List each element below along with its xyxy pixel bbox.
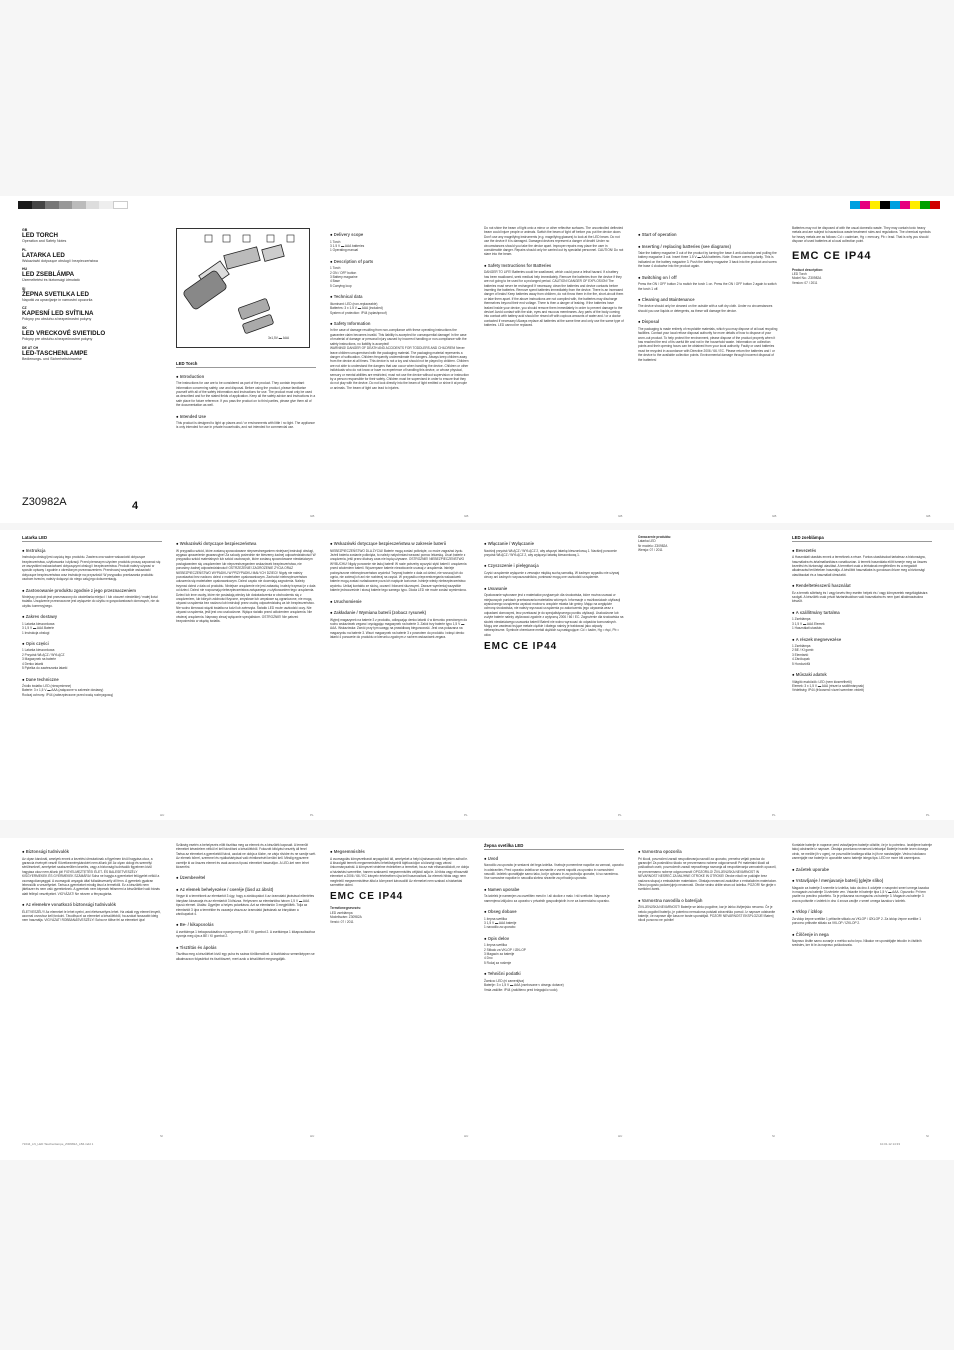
- country-flags: GB: [22, 228, 28, 232]
- column-5: [638, 535, 778, 815]
- sections: [22, 548, 162, 698]
- column-5: [638, 226, 778, 516]
- page-number: HU: [310, 1134, 315, 1138]
- sheet-3: [0, 838, 954, 1160]
- section-text: Opakowanie wykonane jest z materiałów przyjaznych dla środowiska, które można usuwać w miejscowych punktach przetwarzania materiałów wtórnych. Informacje o możliwościach utylizacji wysłużonego urządzenia uzyskać można w urzędzie miasta lub gminy. Mając na względzie ochronę środowiska, nie należy wyrzucać urządzenia po zakończeniu jego używania wraz z odpadami domowymi, lecz przekazać je do specjalistycznego punktu utylizacji. Uszkodzone lub zużyte baterie należy utylizować zgodnie z wytyczną 2006 / 66 / EC. Zagrożenie dla środowiska na skutek niewłaściwego usuwania baterii! Baterii nie wolno wyrzucać do odpadów komunalnych. Mogą one zawierać trujące metale ciężkie i dlatego należy je traktować jako odpady niebezpieczne. Symbole chemiczne metali ciężkich są następujące: Cd = kadm, Hg = rtęć, Pb = ołów.: [484, 593, 624, 637]
- section-heading: ● Wskazówki dotyczące bezpieczeństwa w zakresie baterii: [330, 541, 470, 547]
- column-3: [330, 535, 470, 815]
- product-entry: [22, 306, 167, 322]
- section-heading: ● Megsemmisítés: [330, 849, 470, 855]
- section-text: Žarnica: LED (ni zamenljiva) Baterije: 3 x 1,5 V ▬ AAA (vsebovane v obsegu dobave) Vrsta zaščite: IP44 (zaščiteno pred brizgajočo vodo): [484, 978, 564, 992]
- page-number: HU: [160, 813, 165, 817]
- section-heading: ● Start of operation: [638, 232, 778, 238]
- column-4: [484, 535, 624, 815]
- print-footer-left: 71644_LN_LED Taschenlampe_Z30982A_LB4.indd 1: [22, 1142, 94, 1146]
- section-text: Magacin za baterije 3 snemite iz izdelka, tako da dno 4 odvijete v nasprotni smeri urnega kazalca in magacin za baterije 3 izvlečete ven. Vstavite tri baterije tipa 1,5 V ▬ AAA. Opozorilo: Pri tem pazite na pravilno polariteto. Ta je prikazana na magacinu za baterije 3. Magacin za baterije 3 znova potisnite v izdelek in dno 4 znova zavijte v smeri urnega kazalca v izdelek.: [792, 885, 929, 903]
- section-heading: ● Safety Instructions for Batteries: [484, 263, 624, 269]
- section-text: This product is designed to light up places and / or environments with little / no light. The appliance is only intended for use in private households, and not intended for commercial use.: [176, 421, 315, 430]
- page-number: GB: [772, 514, 777, 518]
- product-subtitle: Pokyny pre obsluhu a bezpečnostné pokyny: [22, 336, 93, 341]
- section-text: Press the ON / OFF button 2 to switch the torch 1 on. Press the ON / OFF button 2 again to switch the torch 1 off.: [638, 282, 777, 291]
- section-text: 1 Torch 2 ON / OFF button 3 Battery magazine 4 Base 5 Carrying loop: [330, 266, 358, 288]
- page-number: HU: [464, 1134, 469, 1138]
- section-heading: ● Vstavljanje / menjavanje baterij (glejte sliko): [792, 878, 932, 884]
- column-6: [792, 226, 932, 516]
- page-number: GB: [464, 514, 469, 518]
- section-heading: ● Obseg dobave: [484, 909, 624, 915]
- product-subtitle: Üzemeltetési és biztonsági útmutató: [22, 278, 80, 283]
- section-text: Instrukcja obsługi jest częścią tego produktu. Zawiera ona ważne wskazówki dotyczące bezpieczeństwa, użytkowania i utylizacji. Przed pierwszym użyciem produktu proszę zapoznać się ze wszystkimi wskazówkami dotyczącymi obsługi i bezpieczeństwa. Produkt należy używać w sposób opisany i zgodnie z określonym przeznaczeniem. Przechowuj wszystkie wskazówki dotyczące bezpieczeństwa oraz instrukcje na przyszłość! W przypadku przekazania produktu osobom trzecim, należy dołączyć do niego całą jego dokumentację.: [22, 555, 161, 582]
- product-title: KAPESNÍ LED SVÍTILNA: [22, 310, 94, 318]
- section-text: Szükség esetén a behelyezés előtt tisztítsa meg az elemek és a készülék kapcsait. A lemerült elemeket késedelem nélkül el kell távolítani a készülékből. Fokozott kifolyási veszély áll fenn! Tartsa az elemeket a gyerekektől távol, azokat ne dobja a tűzbe, ne zárja rövidre és ne szedje szét. Az elemek bőrrel, szemmel és nyálkahártyával való érintkezését kerülni kell. Mindig egyszerre cserélje ki az összes elemet és csak azonos típusú elemeket használjon. A LED-ket nem lehet kicserélni.: [176, 843, 316, 870]
- product-description-heading: Product description:: [792, 267, 824, 272]
- section-heading: ● Zakładanie / Wymiana baterii (zobacz rysunek): [330, 610, 470, 616]
- certification-marks: EMC CE IP44: [792, 249, 872, 262]
- section-text: Ez a termék sötétség és / vagy kevés fény esetén helyek és / vagy környezetek megvilágítására szolgál. A készülék csak privát háztartásokban való használatra és nem ipari alkalmazásokra készült.: [792, 590, 928, 604]
- section-heading: ● Opis części: [22, 641, 162, 647]
- page-number: PL: [926, 813, 930, 817]
- page-number: PL: [772, 813, 776, 817]
- section-heading: ● Safety Information: [330, 321, 470, 327]
- product-title: LED-TASCHENLAMPE: [22, 349, 88, 357]
- product-entry: [22, 346, 167, 362]
- section-heading: ● Műszaki adatok: [792, 672, 932, 678]
- section-heading: ● Namen uporabe: [484, 887, 624, 893]
- sections: [484, 541, 624, 637]
- section-text: W przypadku szkód, które zostaną spowodowane nieprzestrzeganiem niniejszej instrukcji obsługi, wygasa uprawnienie gwarancyjne! Za szkody pośrednie nie bierzemy żadnej odpowiedzialności! W przypadku szkód materialnych lub szkód osobowych, które zostaną spowodowane niewłaściwym posługiwaniem się urządzeniem lub nieprzestrzeganiem wskazówek bezpieczeństwa, nie ponosimy żadnej odpowiedzialności! OSTRZEŻENIE! ZAGROŻENIE ŻYCIA ORAZ NIEBEZPIECZEŃSTWO WYPADKU W PRZYPADKU MAŁYCH DZIECI! Nigdy nie należy pozostawiać bez nadzoru dzieci z materiałem opakowaniowym. Zachodzi niebezpieczeństwo uduszenia się materiałem opakowaniowym. Dzieci często nie doceniają zagrożenia. Należy trzymać dzieci z dala od produktu. Niniejsze urządzenie nie jest zabawką i należy trzymać je z dala od dzieci. Dzieci nie rozpoznają niebezpieczeństwa związanego z użytkowaniem tego urządzenia. Dzieci lub inne osoby, które nie posiadają wiedzy lub doświadczenia w obchodzeniu się z urządzeniem, lub których zdolności fizyczne, zmysłowe lub umysłowe są ograniczone, nie mogą używać urządzenia bez nadzoru lub instrukcji przez osobę odpowiedzialną za ich bezpieczeństwo. Nie wolno kierować wiązki światła na ludzi lub zwierzęta. Światło LED może uszkodzić oczy. Nie używać urządzenia, jeśli jest ono uszkodzone. Wyłącz światło przed odłożeniem urządzenia. Nie otwieraj urządzenia. Naprawy zlecaj wyłącznie specjalistom. OSTROŻNIE! Nie patrzeć bezpośrednio w wiązkę światła.: [176, 548, 316, 623]
- section-text: 1 Latarka kieszonkowa 3 1,5 V ▬ AAA Baterie 1 Instrukcja obsługi: [22, 621, 55, 635]
- section-heading: ● Description of parts: [330, 259, 470, 265]
- section-heading: ● Intended Use: [176, 414, 316, 420]
- section-text: Wyjmij magazynek na baterie 3 z produktu, odkręcając denko latarki 4 w kierunku przeciwnym do ruchu wskazówek zegara i wyciągając magazynek na baterie 3. Załóż trzy baterie typu 1,5 V ▬ AAA. Wskazówka: Zwróć przy tym uwagę na prawidłową biegunowość. Jest ona pokazana na magazynku na baterie 3. Wsuń magazynek na baterie 3 z powrotem do produktu i wkręć denko latarki 4 ponownie do produktu w kierunku zgodnym z ruchem wskazówek zegara.: [330, 617, 468, 640]
- cover-column: [22, 228, 167, 518]
- section-text: The packaging is made entirely of recyclable materials, which you may dispose of at local recycling facilities. Contact your local refuse disposal authority for more details of how to dispose of your worn-out product. To help protect the environment, please dispose of the product properly when it has reached the end of its useful life and not in the household waste. Information on collection points and their opening hours can be obtained from your local authority. Faulty or used batteries must be recycled in accordance with Directive 2006 / 66 / EC. Please return the batteries and / or the device to the available collection points. Environmental damage through incorrect disposal of the batteries!: [638, 326, 778, 362]
- country-flags: DE AT CH: [22, 345, 39, 350]
- page-number: GB: [618, 514, 623, 518]
- section-text: ŽIVLJENJSKA NEVARNOST! Baterije se lahko pogoltne, kar je lahko življenjsko nevarno. Če je nekdo pogoltnil baterijo, je potrebno nemudoma poiskati zdravniško pomoč. Iz naprave odstranite baterije, če naprave dlje časa ne boste uporabljali. POZOR! NEVARNOST EKSPLOZIJE! Baterij nikoli ponovno ne polnite!: [638, 905, 776, 923]
- section-text: Do not shine the beam of light onto a mirror or other reflective surfaces. The uncontrolled deflected beam could injure people or animals. Switch the beam of light off before you put the device down. Don't use any magnifying instruments (e.g. magnifying glasses) to look at the LED beam. Do not use the device if it is damaged. Damaged devices represent a danger of death! Under no circumstances should you take the device apart. Improper repairs may place the user in considerable danger. Repairs should only be carried out by specialist personnel. CAUTION! Do not stare into the beam.: [484, 226, 624, 257]
- warning-triangle-icon: [143, 496, 159, 509]
- section-heading: ● Tisztítás és ápolás: [176, 945, 316, 951]
- product-description: LED zseblámpa Modellszám: Z30982A Verzió: 07 / 2011: [330, 910, 362, 924]
- certification-marks: EMC CE IP44: [330, 891, 404, 903]
- column-4: [484, 226, 624, 516]
- section-heading: ● Wskazówki dotyczące bezpieczeństwa: [176, 541, 316, 547]
- section-heading: ● Az elemekre vonatkozó biztonsági tudnivalók: [22, 902, 162, 908]
- section-heading: ● A részek megnevezése: [792, 637, 932, 643]
- section-heading: ● Varnostna opozorila: [638, 849, 778, 855]
- column-6: [792, 535, 932, 815]
- section-heading: ● Czyszczenie i pielęgnacja: [484, 563, 624, 569]
- section-text: Ta izdelek je namenjen za osvetlitev mest in / ali okolice z malo / nič svetlobe. Naprava je namenjena izključno za uporabo v privatnih gospodinjstvih in ne za komercialno uporabo.: [484, 894, 610, 903]
- country-flags: PL: [22, 247, 27, 252]
- product-description-heading: Oznaczenie produktu:: [638, 535, 672, 539]
- country-flags: SK: [22, 325, 27, 330]
- product-description: LED Torch Model No.: Z30982A Version: 07 / 2011: [792, 272, 822, 285]
- section-text: Világító eszközök: LED (nem kicserélhető) Elemek: 3 x 1,5 V ▬ AAA (részei a szállítmánynak) Védettség: IP44 (fröccsenő vízzel szemben védett): [792, 679, 865, 693]
- product-title: LED TORCH: [22, 232, 58, 239]
- section-heading: ● Switching on / off: [638, 275, 778, 281]
- section-text: DANGER TO LIFE! Batteries could be swallowed, which could pose a lethal hazard. If a battery has been swallowed, seek medical help immediately. Remove the batteries from the device if they are not going to be used for a prolonged period. CAUTION! DANGER OF EXPLOSION! The batteries must never be recharged! If necessary, clean the batteries and device contacts before inserting the batteries. Remove spent batteries immediately from the device. There is an increased danger of leaks! Keep batteries away from children, do not throw them in the fire, short-circuit them or take them apart. If the above instructions are not complied with, the batteries may discharge themselves beyond their end voltage. There is then a danger of leaking. If the batteries have leaked inside your device, you should remove them immediately in order to prevent damage to the device! Avoid contact with the skin, eyes and mucous membranes. Any parts of the body coming into contact with battery acid should be rinsed off with copious amounts of water and / or a doctor contacted if necessary! Always replace all batteries at the same time and only use the same type of batteries. LED cannot be replaced.: [484, 270, 624, 328]
- sections: [792, 548, 932, 693]
- country-flags: CZ: [22, 306, 27, 311]
- section-text: ÉLETVESZÉLY! Az elemeket le lehet nyelni, ami életveszélyes lehet. Ha valaki egy elemet lenyelt, azonnal orvoshoz kell fordulni. Távolítsa el az elemeket a készülékből, ha azokat hosszabb ideig nem használja. VIGYÁZAT! ROBBANÁSVESZÉLY! Soha ne töltse fel az elemeket újra!: [22, 909, 161, 923]
- color-bar-left: [18, 201, 128, 209]
- column-4: [484, 843, 624, 1143]
- figure-label: 3x1,5V ▬ AAA: [268, 336, 290, 340]
- section-text: WARNING! DANGER OF DEATH AND ACCIDENTS FOR TODDLERS AND CHILDREN! Never leave children unsupervised with the packaging material. The packaging material represents a danger of suffocation. Children frequently underestimate the dangers. Always keep children away from the device at all times. This device is not a toy and should not be played by children. Children are not able to understand the dangers that can occur when handling the device. Children or other individuals who do not know or have no experience of handling this device, or whose physical, sensory or mental abilities are restricted, must not use the device without supervision or instruction by a person responsible for their safety. Children must be supervised in order to ensure that they do not play with the device. Do not look directly into the beam of light emitted or shine it at people or animals. The beam of light can lead to injuries.: [330, 346, 469, 390]
- intro-sections: [176, 374, 316, 430]
- section-text: Illuminant: LED (non-replaceable) Batteries: 3 x 1.5 V ▬ AAA (included) System of protection: IP44 (splashproof): [330, 301, 387, 315]
- section-heading: ● Az elemek behelyezése / cseréje (lásd az ábrát): [176, 887, 316, 893]
- column-title: Latarka LED: [22, 535, 162, 542]
- section-text: A csomagolás környezetbarát anyagokból áll, amelyeket a helyi újrahasznosító helyeken adhat le. A kiszolgált termék megsemmisítési lehetőségeiről tájékozódjon a községi vagy városi önkormányzatnál. A környezet védelme érdekében a terméket, ha az már elhasználódott, ne dobja a háztartási szemétbe, hanem szakszerű megsemmisítés céljából adja le. A hibás vagy elhasznált elemeket a 2006 / 66 / EC irányelv értelmében újra kell hasznosítani. Az elemek hibás vagy nem megfelelő megsemmisítése által a környezet károsodik! Az elemeket nem szabad a háztartási szemétbe dobni.: [330, 856, 469, 887]
- country-flags: SI: [22, 286, 26, 291]
- section-heading: ● Vklop / izklop: [792, 909, 932, 915]
- battery-disposal-text: Batteries may not be disposed of with the usual domestic waste. They may contain toxic heavy metals and are subject to hazardous waste treatment rules and regulations. The chemical symbols for heavy metals are as follows: Cd = cadmium, Hg = mercury, Pb = lead. That is why you should dispose of used batteries at a local collection point.: [792, 226, 931, 244]
- section-heading: ● Introduction: [176, 374, 316, 380]
- figure-column: [176, 228, 316, 518]
- sections: [484, 856, 624, 992]
- product-title-list: [22, 228, 167, 361]
- column-title: LED Torch: [176, 361, 316, 368]
- page-number: PL: [310, 813, 314, 817]
- column-5: [638, 843, 778, 1143]
- section-text: Vegye ki a terméknek az elemtartót 3 úgy, hogy a zárókupakot 4 az óramutató járásával ellentétes irányban kicsavarja és az elemtartót 3 kihúzza. Helyezzen az elemtartóba három 1,5 V ▬ AAA típusú elemet. Utalás: Ügyeljen a helyes polaritásra. Azt az elemtartón 3 megjelölték. Tolja az elemtartót 3 újra a termékbe és csavarja vissza az óramutató járásának az irányában a zárókupakot 4.: [176, 894, 315, 917]
- section-heading: ● Instrukcja: [22, 548, 162, 554]
- sheet-1: [0, 196, 954, 523]
- section-text: Za vklop žepne svetilke 1 pritisnite stikalo za VKLOP / IZKLOP 2. Za izklop žepne svetilke 1 ponovno pritisnite stikalo za VKLOP / IZKLOP 2.: [792, 916, 922, 926]
- product-description: Latarka LED Nr modelu: Z30982A Wersja: 07 / 2011: [638, 539, 668, 553]
- section-text: 1 Latarka kieszonkowa 2 Przycisk WŁĄCZ / WYŁĄCZ 3 Magazynek na baterie 4 Denko latarki 5 Pętelka do zawieszania latarki: [22, 648, 68, 671]
- section-text: Czyść urządzenie wyłącznie z zewnątrz miękką suchą szmatką. W żadnym wypadku nie używaj cieczy ani żadnych rozpuszczalników, ponieważ mogą one uszkodzić urządzenie.: [484, 570, 620, 580]
- section-heading: ● Cleaning and Maintenance: [638, 297, 778, 303]
- section-text: A Használati utasítás ennek a terméknek a része. Fontos utasításokat tartalmaz a biztonságra, használatra és ártalmatlanításra vonatkozóan. A termék használata előtt ismerje meg az összes kezelési és biztonsági utasítást. A terméket csak a leírtaknak megfelelően és a megadott alkalmazási területeken használja. A későbbi használatra is gondosan őrizze meg a biztonsági utasításokat és a használati útmutatót.: [792, 555, 928, 577]
- section-text: Naciśnij przycisk WŁĄCZ / WYŁĄCZ 2, aby włączyć latarkę kieszonkową 1. Naciśnij ponownie przycisk WŁĄCZ / WYŁĄCZ 2, aby wyłączyć latarkę kieszonkową 1.: [484, 548, 617, 557]
- product-title: LED ZSEBLÁMPA: [22, 271, 75, 279]
- section-text: 1 Torch 3 1.5 V ▬ AAA batteries 1 Operating manual: [330, 239, 365, 253]
- section-heading: ● Zastosowanie produktu zgodnie z jego przeznaczeniem: [22, 588, 162, 594]
- section-heading: ● Varnostna navodila o baterijah: [638, 898, 778, 904]
- section-text: Źródło światła: LED (niewymienne) Baterie: 3 x 1,5 V ▬ AAA (załączone w zakresie dostawy) Rodzaj ochrony: IP44 (zabezpieczone przed wodą rozbryzgową): [22, 684, 114, 697]
- section-text: Az olyan károknál, amelyek ennek a kezelési útmutatónak a figyelmen kívül hagyása okoz, a garancia érvényét veszti! Következménykárokért nem állunk jót! Az olyan dologi és személyi sérüléseknél, amelyeket szakszerűtlen kezelés, vagy a biztonsági tudnivalók figyelmen kívül hagyása okoz nem állunk jót! FIGYELMEZTETÉS! ÉLET- ÉS BALESETVESZÉLY KISGYERMEKEK ÉS GYERMEKEK SZÁMÁRA! Soha ne hagyja a gyerekeket felügyelet nélkül a csomagolóanyaggal. A csomagoló anyagok által fulladásveszély áll fenn. A gyerekek gyakran lebecsülik a veszélyeket. Tartsa a gyerekeket mindig távol a terméktől. Ez a készülék nem játékszer és nem való gyerekeknek. A gyerekek nem képesek felismerni a készülékkel való bánás alatt fellépő veszélyeket. VIGYÁZAT! Ne nézzen a fénysugárba.: [22, 856, 160, 896]
- column-1: [22, 535, 165, 817]
- page-number: HU: [618, 1134, 623, 1138]
- column-1: [22, 843, 162, 1143]
- section-heading: ● Dane techniczne: [22, 677, 162, 683]
- section-text: 1 žepna svetilka 2 Stikalo za VKLOP / IZKLOP 3 Magacin za baterije 4 Dno 5 Ročaj za nošenje: [484, 943, 526, 965]
- sections: [330, 849, 470, 887]
- page-number: SI: [926, 1134, 929, 1138]
- sheet-2: [0, 530, 954, 820]
- product-title: ŽEPNA SVETILKA LED: [22, 290, 89, 298]
- section-heading: ● Uvod: [484, 856, 624, 862]
- color-bar-right: [850, 201, 940, 209]
- section-heading: ● Opis delov: [484, 936, 624, 942]
- page-number: PL: [464, 813, 468, 817]
- section-text: Navodilo za uporabo je sestavni del tega izdelka. Vsebuje pomembne napotke za varnost, uporabo in odstranitev. Pred uporabo izdelka se seznanite z vsemi napotki za uporabo in varnostnimi navodili. Izdelek uporabljajte samo tako, kot je opisano in za področja uporabe, ki so navedena. Vse varnostne napotke in navodila skrbno shranite za prihodnjo uporabo.: [484, 863, 624, 881]
- section-heading: ● Üzembevétel: [176, 875, 316, 881]
- section-text: NIEBEZPIECZEŃSTWO DLA ŻYCIA! Baterie mogą zostać połknięte, co może zagrażać życiu. Jeżeli bateria zostanie połknięta, to należy natychmiast wezwać pomoc lekarską. Usuń baterie z urządzenia, jeśli przez dłuższy czas nie będą używane. OSTROŻNIE! NIEBEZPIECZEŃSTWO WYBUCHU! Nigdy ponownie nie ładuj baterii! W razie potrzeby wyczyść styki baterii i urządzenia przed włożeniem baterii. Wyczerpane baterie niezwłocznie usuwaj z urządzenia. Istnieje podwyższone niebezpieczeństwo wycieku! Trzymaj baterie z dala od dzieci, nie wrzucaj ich do ognia, nie zwieraj ich ani nie rozbieraj na części. W przypadku nieprzestrzegania wskazówek baterie mogą zostać rozładowane poza ich napięcie końcowe. Istnieje wtedy niebezpieczeństwo wycieku. Unikaj kontaktu ze skórą, oczami i błonami śluzowymi. Zawsze wymieniaj wszystkie baterie jednocześnie i stosuj baterie tego samego typu. Dioda LED nie może zostać wymieniona.: [330, 548, 467, 593]
- section-text: The instructions for use are to be considered as part of the product. They contain important information concerning safety, use and disposal. Before using the product, please familiarise yourself with all of the safety information and instructions for use. The product must only be used as described and for the stated fields of application. Keep all the safety advice and instructions in a safe place for future reference. If you pass the product on to third parties, please give them all of the documentation as well.: [176, 381, 316, 408]
- country-flags: HU: [22, 267, 28, 272]
- page-number: GB: [926, 514, 931, 518]
- product-subtitle: Operation and Safety Notes: [22, 239, 67, 243]
- product-subtitle: Bedienungs- und Sicherheitshinweise: [22, 356, 82, 361]
- section-text: Napravo čistite samo zunanje z mehko suho krpo. Nikakor ne uporabljajte tekočin in čistilnih sredstev, ker bi le-ta napravo poškodovala.: [792, 939, 922, 948]
- section-heading: ● A szállítmány tartalma: [792, 610, 932, 616]
- section-heading: ● Technical data: [330, 294, 470, 300]
- section-heading: ● Začetek uporabe: [792, 867, 932, 873]
- column-6: [792, 843, 932, 1143]
- product-subtitle: Wskazówki dotyczące obsługi i bezpieczeństwa: [22, 258, 98, 263]
- section-text: Niniejszy produkt jest przeznaczony do oświetlania miejsc i / lub otoczeń niewielkiej / małej ilości światła. Urządzenie przeznaczone jest wyłącznie do użytku w gospodarstwach domowych, nie do użytku komercyjnego.: [22, 595, 160, 608]
- page-number: GB: [310, 514, 315, 518]
- print-footer-right: 10.01.12 14:33: [880, 1142, 901, 1146]
- section-heading: ● Tehnični podatki: [484, 971, 624, 977]
- section-text: In the case of damage resulting from non-compliance with these operating instructions the guarantee claim becomes invalid. This liability is accepted for consequential damage! In the case of material of damage or personal injury caused by incorrect handling or non-compliance with the safety instructions, no liability is accepted!: [330, 328, 467, 346]
- section-heading: ● Rendeltetésszerű használat: [792, 583, 932, 589]
- page-number: SI: [160, 1134, 163, 1138]
- product-entry: [22, 326, 167, 342]
- product-subtitle: Pokyny pro obsluhu a bezpečnostní pokyny: [22, 317, 92, 322]
- section-heading: ● Čiščenje in nega: [792, 932, 932, 938]
- section-text: A zseblámpa 1 bekapcsolásához nyomja meg a BE / KI gombot 2. A zseblámpa 1 kikapcsolásához nyomja meg újra a BE / KI gombot 2.: [176, 929, 316, 939]
- section-heading: ● Inserting / replacing batteries (see diagrams): [638, 244, 778, 250]
- product-entry: [22, 248, 167, 264]
- section-heading: ● Be- / kikapcsolás: [176, 922, 316, 928]
- column-title: Žepna svetilka LED: [484, 843, 624, 850]
- product-description-heading: Termékmegnevezés:: [330, 906, 362, 911]
- column-2: [176, 535, 316, 815]
- version-mark: [132, 496, 162, 514]
- section-text: 1 Zseblámpa 2 BE / KI gomb 3 Elemtartó 4 Zárókupak 5 Hordozófül: [792, 644, 814, 666]
- column-title: LED zseblámpa: [792, 535, 932, 542]
- product-entry: [22, 287, 167, 303]
- torch-diagram: [176, 228, 310, 348]
- section-text: The device should only be cleaned on the outside with a soft dry cloth. Under no circumstances should you use liquids or detergents, as these will damage the device.: [638, 304, 773, 313]
- section-text: 1 Zseblámpa 3 1,5 V ▬ AAA Elemek 1 Használati utasítás: [792, 617, 825, 631]
- product-subtitle: Napotki za upravljanje in varnostni opozorila: [22, 297, 93, 302]
- section-heading: ● Delivery scope: [330, 232, 470, 238]
- section-heading: ● Biztonsági tudnivalók: [22, 849, 162, 855]
- section-heading: ● Uruchomienie: [330, 599, 470, 605]
- section-heading: ● Zakres dostawy: [22, 614, 162, 620]
- section-text: 1 žepna svetilka 3 1,5 V ▬ AAA baterije 1 navodilo za uporabo: [484, 916, 517, 930]
- section-heading: ● Włączanie / Wyłączanie: [484, 541, 624, 547]
- product-title: LED VRECKOVÉ SVIETIDLO: [22, 329, 106, 337]
- page-number: SI: [772, 1134, 775, 1138]
- column-3: [330, 843, 470, 1143]
- product-entry: [22, 228, 167, 244]
- section-text: Take the battery magazine 3 out of the product by turning the base 4 anti-clockwise and pulling the battery magazine 3 out. Insert three 1.5 V ▬ AAA batteries. Note: Ensure correct polarity. This is indicated on the battery magazine 3. Push the battery magazine 3 back into the product and screw the base 4 clockwise into the product again.: [638, 251, 777, 269]
- version-number: 4: [132, 500, 139, 512]
- model-number: Z30982A: [22, 496, 67, 508]
- section-heading: ● Bevezetés: [792, 548, 932, 554]
- product-entry: [22, 267, 167, 283]
- section-text: Kontakte baterije in naprave pred vstavljanjem baterije očistite, če je to potrebno. Izrabljene baterije takoj odstranite iz naprave. Obstaja povečana nevarnost iztekanja! Baterije hranite izven dosega otrok, ne mečite jih v ogenj, ne povzročite kratkega stika in jih ne razstavljajte. Vedno istočasno zamenjajte vse baterije in uporabite samo baterije istega tipa. LED ne more biti zamenjana.: [792, 843, 932, 861]
- section-heading: ● Disposal: [638, 319, 778, 325]
- product-title: LATARKA LED: [22, 251, 65, 259]
- section-text: Tisztítsa meg a készüléket kívül egy puha és száraz törlőkendővel. A tisztításhoz semmiképpen se alkalmazzon folyadékot és tisztítószert, mert azok a készüléket megrongálják.: [176, 952, 315, 961]
- column-3: [330, 226, 470, 516]
- section-text: Pri škodi, povzročeni zaradi neupoštevanja navodil za uporabo, preneha veljati pravica do garancije! Za posledično škodo ne prevzemamo nobene odgovornosti! Pri materialni škodi ali poškodbah oseb, povzročenih zaradi nepravilnega ravnanja ali neupoštevanja varnostnih opozoril, ne prevzemamo nobene odgovornosti! OPOZORILO! ŽIVLJENJSKA NEVARNOST IN NEVARNOST NESREČ ZA MAJHNE OTROKE IN OTROKE! Otroke nikoli ne puščajte brez nadzora skupaj z embalažnim materialom. Obstaja nevarnost zadušitve z embalažnim materialom. Otroci pogosto podcenjujejo nevarnosti. Otroke vedno držite stran od izdelka. POZOR! Ne glejte v svetlobni žarek.: [638, 856, 777, 892]
- certification-marks: EMC CE IP44: [484, 641, 558, 653]
- column-2: [176, 843, 316, 1143]
- section-heading: ● Usuwanie: [484, 586, 624, 592]
- page-number: PL: [618, 813, 622, 817]
